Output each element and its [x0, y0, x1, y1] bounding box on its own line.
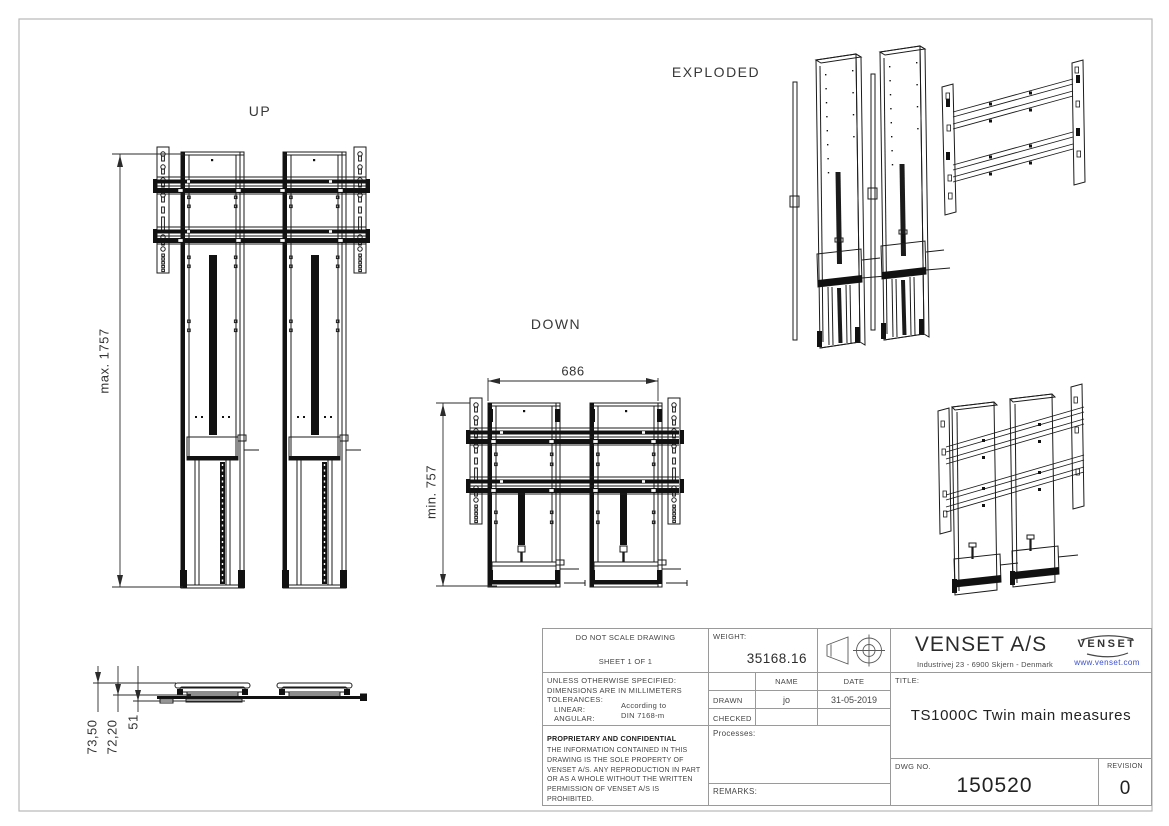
- up-view-label: UP: [248, 103, 272, 119]
- title-cell: [890, 672, 1152, 759]
- proprietary-heading: PROPRIETARY AND CONFIDENTIAL: [547, 734, 677, 743]
- drawn-date-cell: 31-05-2019: [817, 690, 891, 709]
- dimension-min-height: min. 757: [423, 465, 439, 519]
- company-website: www.venset.com: [1074, 658, 1140, 667]
- company-name: VENSET A/S: [914, 633, 1048, 656]
- proprietary-line-5: PERMISSION OF VENSET A/S IS PROHIBITED.: [547, 786, 660, 803]
- tolerance-line-3: TOLERANCES:: [547, 695, 604, 704]
- tolerance-line-4: LINEAR:: [554, 704, 586, 714]
- proprietary-line-2: DRAWING IS THE SOLE PROPERTY OF: [547, 756, 684, 764]
- company-cell: [890, 628, 1152, 673]
- name-date-corner-cell: [708, 672, 756, 691]
- venset-logo: [1071, 631, 1143, 671]
- revision-value: 0: [1119, 778, 1131, 799]
- weight-label: WEIGHT:: [713, 632, 747, 641]
- venset-logo-text: VENSET: [1077, 638, 1137, 650]
- checked-date-cell: [817, 708, 891, 726]
- plan-view: [93, 666, 367, 712]
- date-header-cell: DATE: [817, 672, 891, 691]
- projection-symbol-cell: [817, 628, 891, 673]
- drawn-name-cell: jo: [755, 690, 818, 709]
- processes-cell: [708, 725, 891, 784]
- down-view-label: DOWN: [530, 316, 582, 332]
- tolerance-note-1: According to: [621, 701, 667, 710]
- exploded-view-label: EXPLODED: [671, 64, 761, 80]
- assembled-view: [938, 384, 1084, 595]
- tolerances-cell: [542, 672, 709, 726]
- checked-name-cell: [755, 708, 818, 726]
- proprietary-line-4: OR AS A WHOLE WITHOUT THE WRITTEN: [547, 776, 693, 784]
- tolerance-line-1: UNLESS OTHERWISE SPECIFIED:: [547, 676, 677, 685]
- remarks-cell: [708, 783, 891, 806]
- first-angle-projection-icon: [818, 629, 890, 672]
- do-not-scale-text: DO NOT SCALE DRAWING: [575, 633, 676, 642]
- weight-value: 35168.16: [746, 651, 807, 666]
- weight-cell: [708, 628, 818, 673]
- dwg-no-label: DWG NO.: [895, 762, 931, 771]
- tolerance-note-2: DIN 7168-m: [621, 711, 665, 720]
- name-header-cell: NAME: [755, 672, 818, 691]
- drawing-title: TS1000C Twin main measures: [910, 707, 1132, 724]
- drawn-label-cell: DRAWN: [708, 690, 756, 709]
- dwg-no-cell: [890, 758, 1099, 806]
- dwg-no-value: 150520: [956, 774, 1033, 797]
- dimension-depth-2: 72,20: [104, 719, 120, 755]
- dimension-depth-1: 73,50: [84, 719, 100, 755]
- tolerance-line-2: DIMENSIONS ARE IN MILLIMETERS: [547, 685, 682, 695]
- remarks-label: REMARKS:: [713, 787, 758, 796]
- revision-cell: [1098, 758, 1152, 806]
- dimension-width-686: 686: [561, 363, 585, 379]
- title-label: TITLE:: [895, 676, 920, 685]
- dimension-max-height: max. 1757: [96, 328, 112, 394]
- processes-label: Processes:: [713, 729, 756, 738]
- down-view: [436, 378, 687, 587]
- tolerance-line-5: ANGULAR:: [554, 714, 595, 723]
- revision-label: REVISION: [1107, 763, 1143, 770]
- do-not-scale-cell: [542, 628, 709, 673]
- proprietary-line-1: THE INFORMATION CONTAINED IN THIS: [547, 747, 688, 754]
- up-view: [112, 147, 370, 588]
- proprietary-line-3: VENSET A/S. ANY REPRODUCTION IN PART: [547, 766, 701, 774]
- proprietary-cell: [542, 725, 709, 806]
- sheet-info-text: SHEET 1 OF 1: [598, 656, 653, 666]
- exploded-view: [790, 46, 1085, 348]
- checked-label-cell: CHECKED: [708, 708, 756, 726]
- company-address: Industrivej 23 - 6900 Skjern - Denmark: [917, 660, 1053, 669]
- dimension-depth-3: 51: [125, 714, 141, 730]
